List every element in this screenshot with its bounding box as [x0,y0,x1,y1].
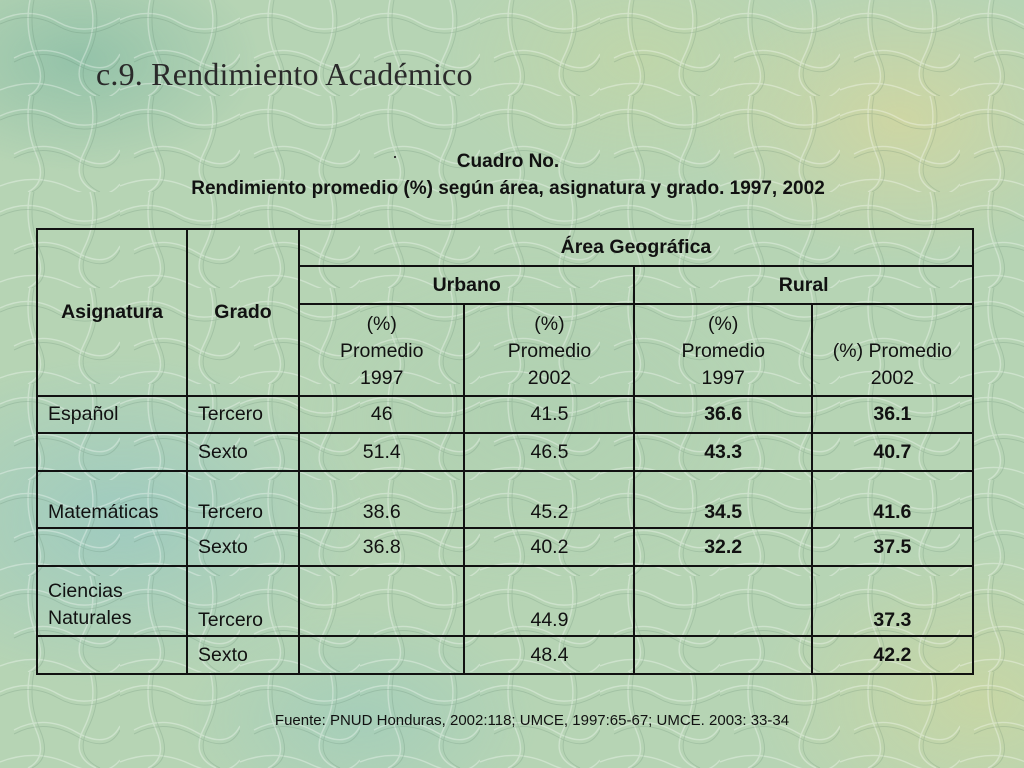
header-urbano-1997: (%) Promedio 1997 [299,304,464,396]
cell-urbano-2002: 48.4 [464,636,634,674]
cell-rural-2002: 40.7 [812,433,973,471]
cell-grado: Tercero [187,471,299,528]
cell-rural-1997: 36.6 [634,396,811,433]
header-rural-2002: (%) Promedio 2002 [812,304,973,396]
caption-line-1: Cuadro No. [456,151,560,172]
cell-rural-2002: 37.5 [812,528,973,566]
table-row [37,528,973,566]
cell-rural-1997 [634,636,811,674]
cell-urbano-1997: 38.6 [299,471,464,528]
cell-asignatura [37,433,187,471]
table-row [37,471,973,528]
table-row [37,566,973,636]
cell-urbano-2002: 46.5 [464,433,634,471]
header-rural: Rural [634,266,972,304]
source-note: Fuente: PNUD Honduras, 2002:118; UMCE, 1997:65-67; UMCE. 2003: 33-34 [274,712,790,729]
cell-asignatura [37,528,187,566]
cell-urbano-2002: 40.2 [464,528,634,566]
table-row [37,433,973,471]
cell-urbano-1997: 46 [299,396,464,433]
header-urbano-2002: (%) Promedio 2002 [464,304,634,396]
cell-urbano-1997 [299,566,464,636]
cell-grado: Tercero [187,566,299,636]
cell-urbano-1997 [299,636,464,674]
header-rural-1997: (%) Promedio 1997 [634,304,811,396]
cell-rural-1997 [634,566,811,636]
cell-urbano-1997: 51.4 [299,433,464,471]
caption-line-2: Rendimiento promedio (%) según área, asignatura y grado. 1997, 2002 [191,178,825,199]
cell-urbano-2002: 45.2 [464,471,634,528]
cell-urbano-1997: 36.8 [299,528,464,566]
header-grado: Grado [187,229,299,396]
slide-title: c.9. Rendimiento Académico [96,56,473,92]
cell-grado: Tercero [187,396,299,433]
cell-grado: Sexto [187,636,299,674]
cell-asignatura: Matemáticas [37,471,187,528]
table-caption [0,148,1016,202]
table-row [37,636,973,674]
cell-rural-2002: 42.2 [812,636,973,674]
cell-rural-1997: 43.3 [634,433,811,471]
cell-grado: Sexto [187,433,299,471]
performance-table [36,228,974,675]
cell-rural-2002: 36.1 [812,396,973,433]
cell-asignatura: Español [37,396,187,433]
table-row [37,396,973,433]
header-area-geografica: Área Geográfica [299,229,973,266]
cell-rural-1997: 32.2 [634,528,811,566]
header-asignatura: Asignatura [37,229,187,396]
cell-rural-2002: 41.6 [812,471,973,528]
cell-rural-1997: 34.5 [634,471,811,528]
cell-urbano-2002: 41.5 [464,396,634,433]
cell-rural-2002: 37.3 [812,566,973,636]
cell-urbano-2002: 44.9 [464,566,634,636]
cell-asignatura [37,636,187,674]
header-urbano: Urbano [299,266,634,304]
cell-asignatura: Ciencias Naturales [37,566,187,636]
cell-grado: Sexto [187,528,299,566]
